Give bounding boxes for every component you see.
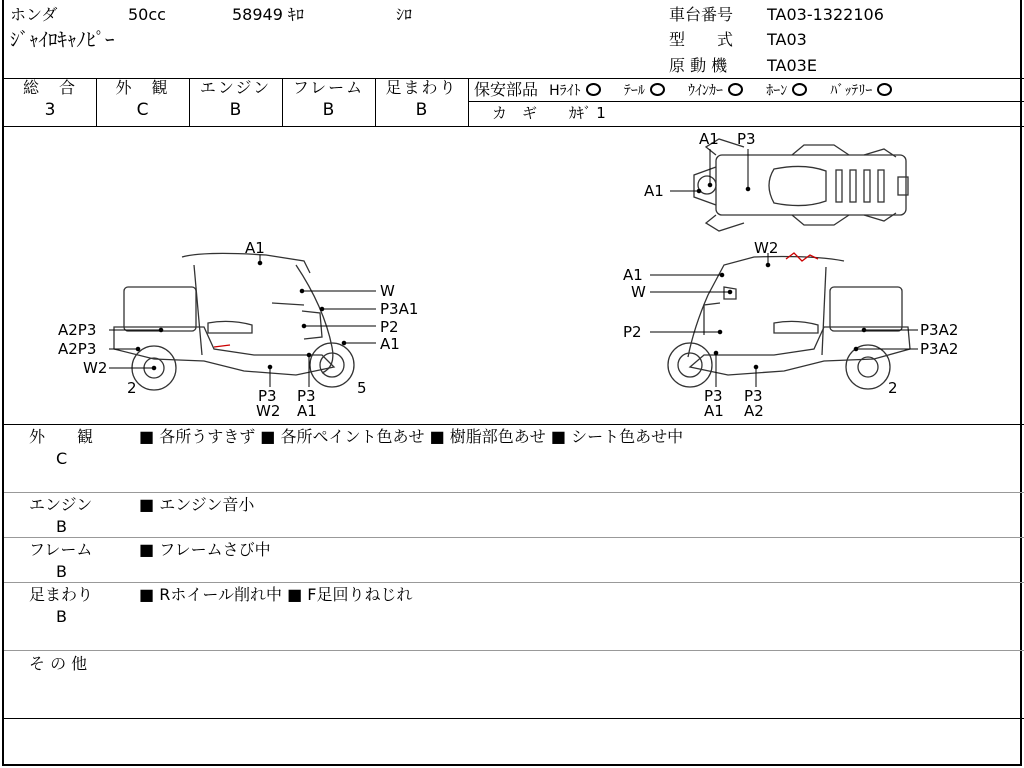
inspection-sheet <box>2 0 1022 766</box>
grade-exterior: 外 観 C <box>115 78 170 120</box>
note-other: そ の 他 <box>29 654 88 673</box>
label: A2P3 <box>58 340 97 358</box>
safety-parts-row: 保安部品 Hﾗｲﾄ ﾃｰﾙ ｳｲﾝｶｰ ﾎｰﾝ ﾊﾞｯﾃﾘｰ <box>474 80 892 101</box>
color: ｼﾛ <box>396 5 413 24</box>
maker: ホンダ <box>10 5 58 24</box>
damage-mark <box>214 345 230 347</box>
label: A2P3 <box>58 321 97 339</box>
top-view-scooter <box>694 139 908 231</box>
damage-diagram <box>4 127 1024 424</box>
type-value: TA03 <box>767 30 807 49</box>
label: 2 <box>888 379 898 397</box>
key-value: ｶｷﾞ 1 <box>569 104 606 122</box>
label: P3 <box>704 387 723 405</box>
engine-value: TA03E <box>767 56 817 75</box>
left-view-scooter <box>114 253 354 390</box>
label: P3A2 <box>920 321 959 339</box>
grade-engine: エンジン B <box>199 78 272 120</box>
label: A1 <box>245 239 265 257</box>
label: P3 <box>737 130 756 148</box>
label: P3 <box>297 387 316 405</box>
label: P3A2 <box>920 340 959 358</box>
type-label: 型 式 <box>669 30 734 49</box>
horn-ok-icon <box>792 83 807 96</box>
model-name: ｼﾞｬｲﾛｷｬﾉﾋﾟｰ <box>10 29 115 51</box>
label: A1 <box>699 130 719 148</box>
note-frame: フレーム B ■ フレームさび中 <box>29 540 271 581</box>
displacement: 50cc <box>128 5 166 24</box>
mileage: 58949 ｷﾛ <box>232 5 304 24</box>
grade-suspension: 足まわり B <box>385 78 458 120</box>
label: A2 <box>744 402 764 420</box>
key-label: カ ギ <box>492 104 538 122</box>
label: W2 <box>256 402 281 420</box>
label: W <box>380 282 395 300</box>
taillight-ok-icon <box>650 83 665 96</box>
label: W2 <box>754 239 779 257</box>
winker-ok-icon <box>728 83 743 96</box>
label: A1 <box>623 266 643 284</box>
label: P3 <box>258 387 277 405</box>
label: P3A1 <box>380 300 419 318</box>
label: P3 <box>744 387 763 405</box>
grade-overall: 総 合 3 <box>22 78 77 120</box>
note-exterior: 外 観 C ■ 各所うすきず ■ 各所ペイント色あせ ■ 樹脂部色あせ ■ シート色あせ中 <box>29 427 684 468</box>
right-view-scooter <box>668 257 910 390</box>
battery-ok-icon <box>877 83 892 96</box>
label: 2 <box>127 379 137 397</box>
frame-no: TA03-1322106 <box>767 5 884 24</box>
label: A1 <box>704 402 724 420</box>
headlight-ok-icon <box>586 83 601 96</box>
label: A1 <box>380 335 400 353</box>
note-suspension: 足まわり B ■ Rホイール削れ中 ■ F足回りねじれ <box>29 585 413 626</box>
label: P2 <box>380 318 399 336</box>
label: P2 <box>623 323 642 341</box>
note-engine: エンジン B ■ エンジン音小 <box>29 495 255 536</box>
grade-frame: フレーム B <box>292 78 365 120</box>
label: 5 <box>357 379 367 397</box>
label: A1 <box>644 182 664 200</box>
frame-no-label: 車台番号 <box>669 5 734 24</box>
label: W <box>631 283 646 301</box>
label: W2 <box>83 359 108 377</box>
engine-label: 原 動 機 <box>669 56 728 75</box>
label: A1 <box>297 402 317 420</box>
